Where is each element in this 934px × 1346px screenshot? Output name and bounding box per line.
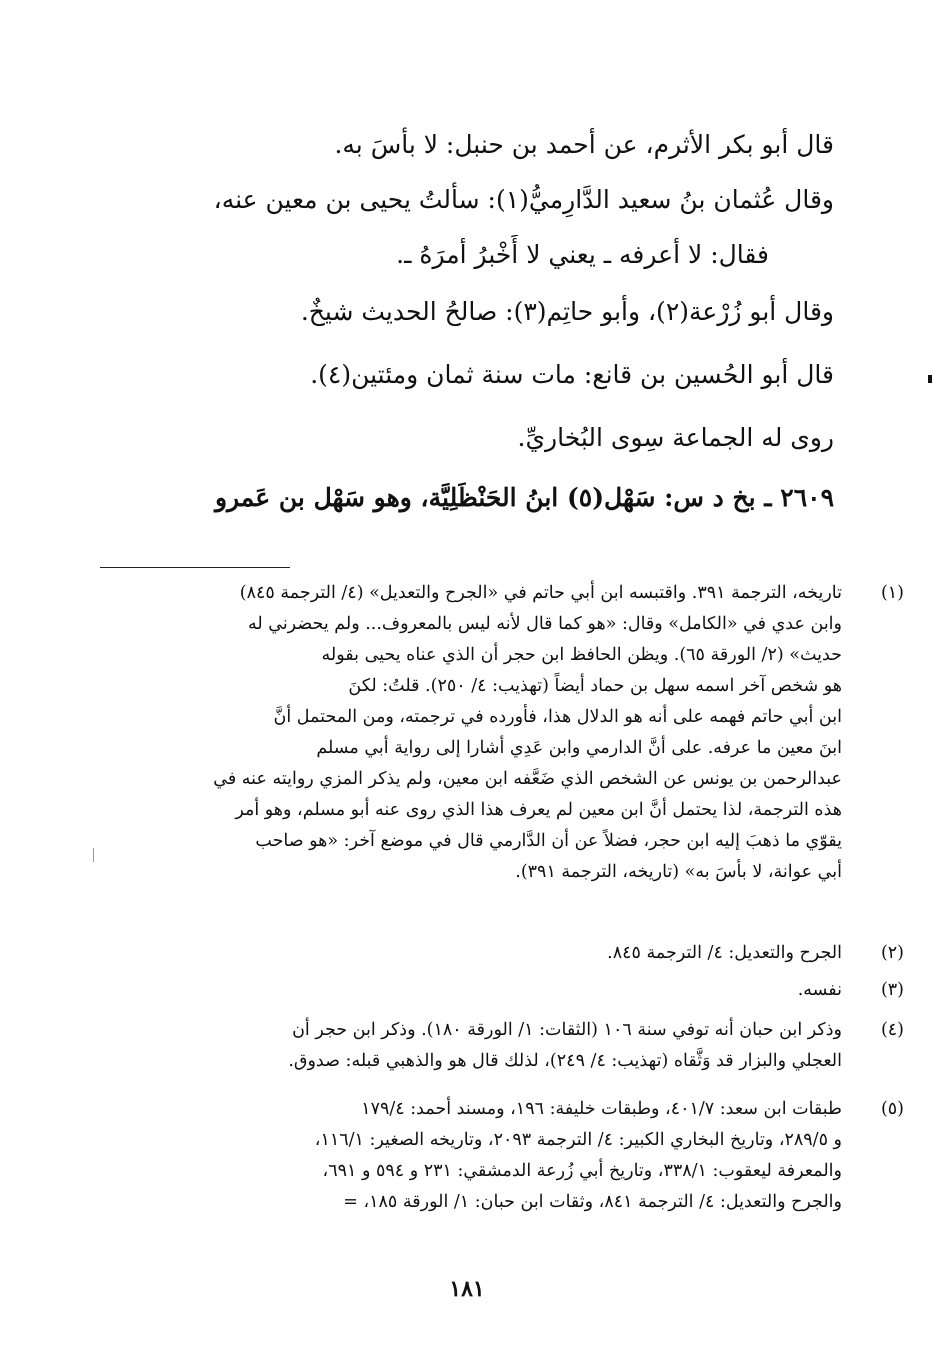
footnote-line: والجرح والتعديل: ٤/ الترجمة ٨٤١، وثقات ابن حبان: ١/ الورقة ١٨٥، = <box>343 1192 842 1212</box>
footnote-number: (٣) <box>880 980 904 1000</box>
footnote-line: هذه الترجمة، لذا يحتمل أنَّ ابن معين لم يعرف هذا الذي روى عنه أبو مسلم، وهو أمر <box>235 800 842 820</box>
footnote-1 <box>142 578 904 888</box>
footnote-line: والمعرفة ليعقوب: ٣٣٨/١، وتاريخ أبي زُرعة الدمشقي: ٢٣١ و ٥٩٤ و ٦٩١، <box>322 1161 842 1181</box>
footnote-line: نفسه. <box>797 980 842 1000</box>
footnote-line: و ٢٨٩/٥، وتاريخ البخاري الكبير: ٤/ الترجمة ٢٠٩٣، وتاريخه الصغير: ١١٦/١، <box>314 1130 842 1150</box>
footnote-line: ابنَ معين ما عرفه. على أنَّ الدارمي وابن عَدِي أشارا إلى رواية أبي مسلم <box>316 738 842 758</box>
footnote-3 <box>142 975 904 1006</box>
main-text-line: وقال أبو زُرْعة(٢)، وأبو حاتِم(٣): صالحُ الحديث شيخٌ. <box>300 297 834 326</box>
main-text-line: قال أبو الحُسين بن قانع: مات سنة ثمان ومئتين(٤). <box>310 360 834 389</box>
footnote-line: تاريخه، الترجمة ٣٩١. واقتبسه ابن أبي حاتم في «الجرح والتعديل» (٤/ الترجمة ٨٤٥) <box>239 583 842 603</box>
main-text-line: قال أبو بكر الأثرم، عن أحمد بن حنبل: لا بأسَ به. <box>334 130 834 159</box>
footnote-line: يقوّي ما ذهبَ إليه ابن حجر، فضلاً عن أن الدَّارمي قال في موضع آخر: «هو صاحب <box>255 831 842 851</box>
main-text-line: فقال: لا أعرفه ـ يعني لا أَخْبرُ أمرَهُ ـ. <box>396 240 769 269</box>
footnote-line: أبي عوانة، لا بأسَ به» (تاريخه، الترجمة ٣٩١). <box>515 862 842 882</box>
footnote-line: وذكر ابن حبان أنه توفي سنة ١٠٦ (الثقات: ١/ الورقة ١٨٠). وذكر ابن حجر أن <box>292 1020 842 1040</box>
main-text-line: روى له الجماعة سِوى البُخاريِّ. <box>517 423 834 452</box>
footnote-5 <box>142 1094 904 1218</box>
footnote-line: العجلي والبزار قد وَثَّقاه (تهذيب: ٤/ ٢٤٩)، لذلك قال هو والذهبي قبله: صدوق. <box>288 1051 842 1071</box>
margin-tick <box>93 848 94 862</box>
margin-mark <box>928 375 932 383</box>
footnote-line: ابن أبي حاتم فهمه على أنه هو الدلال هذا، فأورده في ترجمته، ومن المحتمل أنَّ <box>273 707 842 727</box>
page-number: ١٨١ <box>449 1276 485 1302</box>
footnote-number: (٢) <box>880 943 904 963</box>
footnote-line: عبدالرحمن بن يونس عن الشخص الذي ضَعَّفه ابن معين، ولم يذكر المزي روايته عنه في <box>213 769 842 789</box>
entry-heading-line: ٢٦٠٩ ـ بخ د س: سَهْل(٥) ابنُ الحَنْظَلِيَّة، وهو سَهْل بن عَمرو <box>214 483 834 512</box>
footnote-separator <box>100 567 290 568</box>
footnote-line: حديث» (٢/ الورقة ٦٥). ويظن الحافظ ابن حجر أن الذي عناه يحيى بقوله <box>321 645 842 665</box>
footnote-line: هو شخص آخر اسمه سهل بن حماد أيضاً (تهذيب: ٤/ ٢٥٠). قلتُ: لكنَ <box>348 676 842 696</box>
main-text-line: وقال عُثمان بنُ سعيد الدَّارِميُّ(١): سألتُ يحيى بن معين عنه، <box>213 185 834 214</box>
footnote-number: (١) <box>880 583 904 603</box>
footnote-4 <box>142 1015 904 1077</box>
footnote-line: وابن عدي في «الكامل» وقال: «هو كما قال لأنه ليس بالمعروف... ولم يحضرني له <box>247 614 842 634</box>
footnote-line: طبقات ابن سعد: ٤٠١/٧، وطبقات خليفة: ١٩٦، ومسند أحمد: ١٧٩/٤ <box>361 1099 842 1119</box>
footnote-number: (٥) <box>880 1099 904 1119</box>
footnote-2 <box>142 938 904 969</box>
footnote-line: الجرح والتعديل: ٤/ الترجمة ٨٤٥. <box>607 943 842 963</box>
footnote-number: (٤) <box>880 1020 904 1040</box>
